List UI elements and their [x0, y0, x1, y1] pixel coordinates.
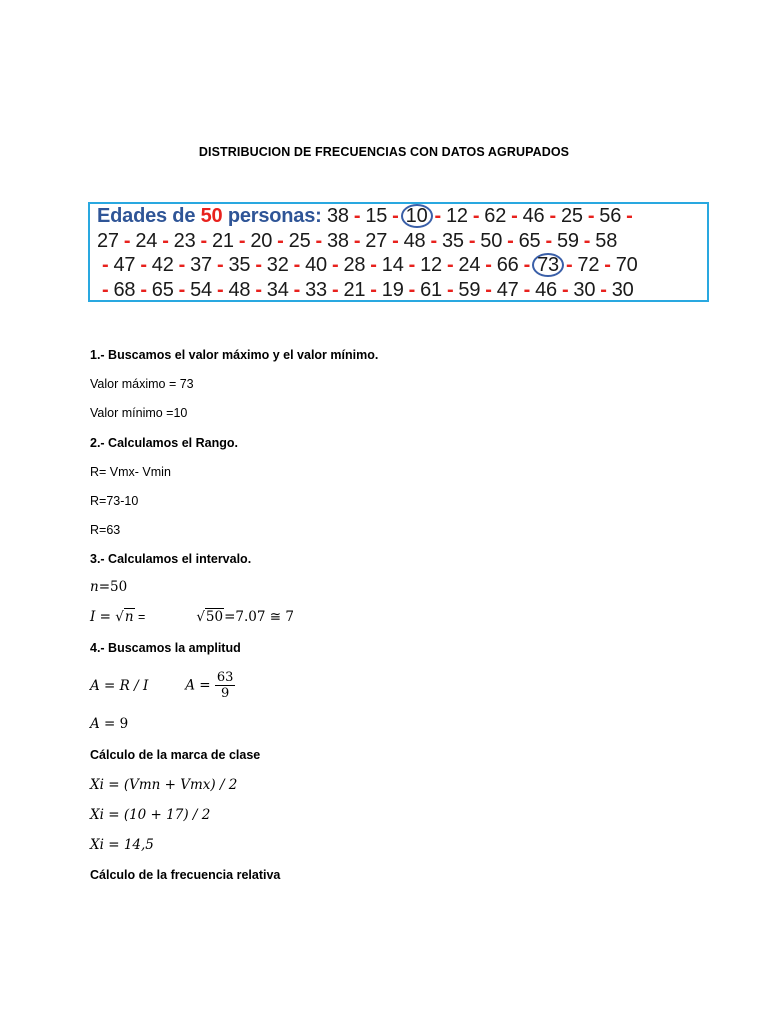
age-value: 12	[420, 254, 442, 276]
separator-dash: -	[331, 278, 339, 301]
sqrt-n: √n	[115, 609, 134, 625]
age-value: 21	[211, 229, 234, 252]
age-value: 19	[381, 278, 404, 301]
separator-dash: -	[370, 278, 377, 301]
separator-dash: -	[485, 278, 492, 301]
age-value: 30	[573, 278, 596, 301]
min-value: Valor mínimo =10	[90, 406, 188, 420]
age-value: 24	[458, 254, 481, 276]
age-value: 72	[577, 254, 600, 276]
circled-age-value: 10	[401, 204, 433, 228]
separator-dash: -	[331, 254, 339, 276]
separator-dash: -	[587, 205, 595, 227]
age-value: 48	[403, 229, 426, 252]
separator-dash: -	[561, 278, 569, 301]
step4-heading: 4.- Buscamos la amplitud	[90, 641, 241, 655]
age-value: 34	[266, 278, 289, 301]
ages-data-box	[88, 202, 709, 302]
separator-dash: -	[392, 205, 399, 227]
sqrt-radicand: n	[124, 609, 134, 625]
fraction-numerator: 63	[216, 670, 234, 685]
age-value: 28	[343, 254, 366, 276]
class-mark-substitution: Xi = (10 + 17) / 2	[90, 807, 211, 823]
separator-dash: -	[370, 254, 377, 276]
separator-dash: -	[102, 278, 109, 301]
amplitude-result	[90, 716, 128, 732]
fraction-denominator: 9	[221, 686, 230, 701]
separator-dash: -	[392, 229, 399, 252]
age-value: 65	[518, 229, 541, 252]
separator-dash: -	[430, 229, 437, 252]
age-value: 42	[151, 254, 174, 276]
separator-dash: -	[565, 254, 573, 276]
age-value: 54	[190, 278, 212, 301]
data-values	[327, 205, 638, 227]
separator-dash: -	[255, 254, 262, 276]
age-value: 20	[250, 229, 273, 252]
amplitude-result-variable: A	[90, 716, 100, 732]
data-line	[97, 253, 707, 278]
age-value: 14	[381, 254, 404, 276]
separator-dash: -	[293, 278, 301, 301]
age-value: 23	[173, 229, 196, 252]
separator-dash: -	[523, 278, 531, 301]
step5-heading: Cálculo de la marca de clase	[90, 748, 261, 762]
step6-heading: Cálculo de la frecuencia relativa	[90, 868, 281, 882]
separator-dash: -	[472, 205, 480, 227]
age-value: 33	[305, 278, 327, 301]
amplitude-formula: A = R / I	[90, 677, 149, 694]
age-value: 25	[560, 205, 583, 227]
separator-dash: -	[600, 278, 607, 301]
n-value: =50	[98, 579, 128, 595]
separator-dash: -	[140, 278, 147, 301]
age-value: 56	[599, 205, 622, 227]
separator-dash: -	[353, 205, 361, 227]
age-value: 38	[326, 205, 349, 227]
equals-sign-2: =	[134, 610, 146, 624]
age-value: 46	[522, 205, 545, 227]
separator-dash: -	[255, 278, 262, 301]
equals-sign: =	[195, 677, 215, 694]
separator-dash: -	[315, 229, 322, 252]
range-substitution: R=73-10	[90, 494, 139, 508]
class-mark-formula: Xi = (Vmn + Vmx) / 2	[90, 777, 238, 793]
age-value: 32	[266, 254, 289, 276]
separator-dash: -	[446, 254, 454, 276]
separator-dash: -	[545, 229, 552, 252]
age-value: 62	[484, 205, 507, 227]
age-value: 68	[113, 278, 136, 301]
age-value: 12	[445, 205, 468, 227]
separator-dash: -	[507, 229, 514, 252]
age-value: 59	[458, 278, 481, 301]
separator-dash: -	[200, 229, 207, 252]
data-values	[97, 254, 638, 276]
class-mark-result: Xi = 14,5	[90, 837, 154, 853]
separator-dash: -	[408, 278, 416, 301]
age-value: 30	[611, 278, 634, 301]
separator-dash: -	[277, 229, 284, 252]
range-formula: R= Vmx- Vmin	[90, 465, 171, 479]
separator-dash: -	[468, 229, 476, 252]
data-line	[97, 278, 707, 303]
age-value: 21	[343, 278, 366, 301]
n-variable: n	[90, 579, 99, 595]
separator-dash: -	[102, 254, 109, 276]
sqrt-result: =7.07 ≅ 7	[224, 609, 294, 625]
amplitude-result-value: = 9	[99, 716, 129, 732]
separator-dash: -	[511, 205, 518, 227]
step2-heading: 2.- Calculamos el Rango.	[90, 436, 238, 450]
age-value: 66	[496, 254, 519, 276]
age-value: 65	[151, 278, 174, 301]
separator-dash: -	[583, 229, 591, 252]
age-value: 35	[441, 229, 464, 252]
separator-dash: -	[604, 254, 611, 276]
amplitude-equation	[90, 670, 235, 701]
age-value: 40	[305, 254, 327, 276]
separator-dash: -	[293, 254, 301, 276]
separator-dash: -	[216, 278, 224, 301]
age-value: 27	[97, 229, 119, 252]
page-title: DISTRIBUCION DE FRECUENCIAS CON DATOS AGRUPADOS	[198, 145, 570, 159]
age-value: 24	[135, 229, 158, 252]
interval-equation	[90, 609, 294, 625]
separator-dash: -	[238, 229, 246, 252]
data-values	[97, 279, 634, 301]
sqrt-50-radicand: 50	[205, 609, 224, 625]
age-value: 61	[420, 278, 442, 301]
interval-variable: I	[90, 609, 96, 625]
separator-dash: -	[434, 205, 441, 227]
step3-heading: 3.- Calculamos el intervalo.	[90, 552, 252, 566]
amplitude-variable: A	[185, 677, 195, 694]
equals-sign: =	[95, 609, 116, 625]
age-value: 47	[113, 254, 136, 276]
data-line	[97, 204, 707, 229]
range-result: R=63	[90, 523, 121, 537]
age-value: 35	[228, 254, 251, 276]
separator-dash: -	[485, 254, 492, 276]
amplitude-fraction	[215, 670, 236, 701]
age-value: 25	[288, 229, 311, 252]
age-value: 38	[326, 229, 349, 252]
n-equation	[90, 579, 127, 595]
data-header-prefix: Edades de	[97, 205, 196, 227]
age-value: 27	[365, 229, 388, 252]
separator-dash: -	[216, 254, 224, 276]
data-values	[97, 230, 617, 252]
data-header-number: 50	[200, 205, 223, 227]
separator-dash: -	[162, 229, 169, 252]
age-value: 46	[535, 278, 557, 301]
circled-age-value: 73	[532, 253, 564, 277]
data-header-suffix: personas:	[227, 205, 322, 227]
separator-dash: -	[353, 229, 361, 252]
age-value: 58	[595, 229, 618, 252]
separator-dash: -	[549, 205, 556, 227]
age-value: 59	[556, 229, 579, 252]
age-value: 48	[228, 278, 251, 301]
separator-dash: -	[140, 254, 147, 276]
age-value: 70	[615, 254, 638, 276]
max-value: Valor máximo = 73	[90, 377, 194, 391]
age-value: 37	[190, 254, 212, 276]
sqrt-50: √50	[196, 609, 224, 625]
age-value: 47	[496, 278, 519, 301]
separator-dash: -	[178, 254, 186, 276]
age-value: 50	[480, 229, 503, 252]
separator-dash: -	[626, 205, 633, 227]
step1-heading: 1.- Buscamos el valor máximo y el valor mínimo.	[90, 348, 379, 362]
data-line	[97, 229, 707, 254]
separator-dash: -	[523, 254, 531, 276]
separator-dash: -	[446, 278, 454, 301]
age-value: 15	[365, 205, 388, 227]
separator-dash: -	[178, 278, 186, 301]
separator-dash: -	[123, 229, 131, 252]
separator-dash: -	[408, 254, 416, 276]
